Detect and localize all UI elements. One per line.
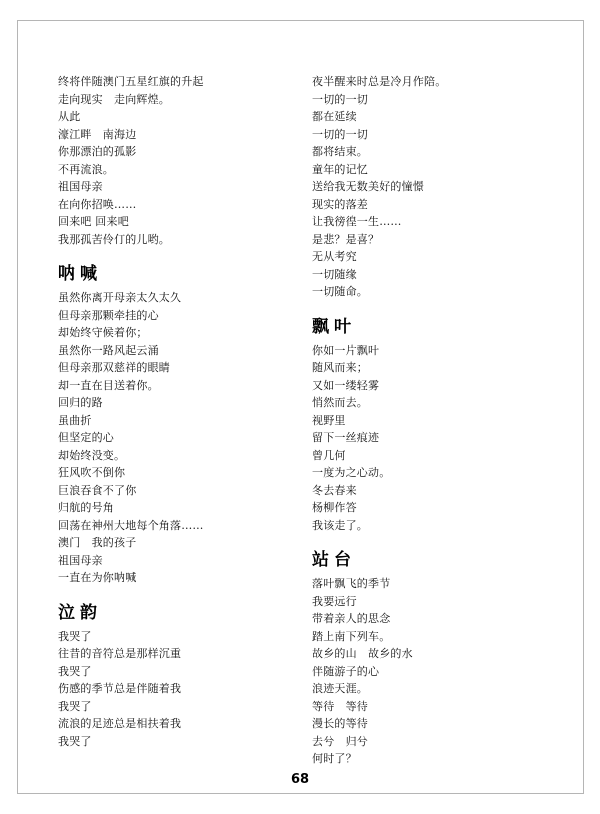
- poem-nahan: [58, 263, 308, 587]
- poem-line: 回来吧 回来吧: [58, 215, 129, 228]
- intro-stanza-left: [58, 73, 308, 248]
- poem-title: 呐喊: [58, 264, 102, 284]
- poem-line: 但母亲那颗牵挂的心: [58, 308, 159, 322]
- poem-line: 虽然你离开母亲太久太久: [58, 291, 182, 304]
- poem-line: 漫长的等待: [312, 717, 368, 730]
- poem-line: 落叶飘飞的季节: [312, 577, 391, 590]
- poem-line: 都在延续: [312, 110, 357, 123]
- poem-line: 一切随命。: [312, 285, 368, 298]
- poem-line: 故乡的山 故乡的水: [312, 647, 413, 660]
- poem-line: 流浪的足迹总是相扶着我: [58, 717, 182, 730]
- poem-line: 我哭了: [58, 664, 92, 678]
- poem-line: 伴随游子的心: [312, 664, 380, 678]
- poem-line: 一切随缘: [312, 267, 357, 281]
- poem-line: 终将伴随澳门五星红旗的升起: [58, 75, 204, 88]
- poem-line: 归航的号角: [58, 501, 114, 514]
- poem-line: 伤感的季节总是伴随着我: [58, 682, 182, 695]
- page-number: 68: [290, 772, 310, 787]
- poem-qiyun: [58, 602, 308, 751]
- poem-line: 虽然你一路风起云涌: [58, 343, 159, 357]
- poem-line: 却一直在目送着你。: [58, 378, 159, 392]
- poem-line: 又如一缕轻雾: [312, 378, 380, 392]
- poem-zhantai: [312, 549, 562, 768]
- poem-line: 我哭了: [58, 629, 92, 643]
- poem-line: 曾几何: [312, 448, 346, 462]
- poem-line: 不再流浪。: [58, 162, 114, 176]
- poem-line: 回归的路: [58, 396, 103, 409]
- poem-line: 等待 等待: [312, 699, 368, 713]
- left-column: [58, 73, 308, 750]
- poem-title: 飘叶: [312, 316, 356, 337]
- poem-line: 从此: [58, 110, 81, 123]
- poem-line: 视野里: [312, 413, 346, 427]
- poem-line: 冬去春来: [312, 483, 357, 497]
- poem-line: 我要远行: [312, 594, 357, 608]
- poem-line: 一度为之心动。: [312, 466, 391, 479]
- poem-line: 我哭了: [58, 734, 92, 748]
- poem-line: 现实的落差: [312, 197, 368, 211]
- intro-stanza-right: [312, 73, 562, 301]
- poem-line: 但坚定的心: [58, 431, 114, 444]
- poem-line: 一切的一切: [312, 92, 368, 106]
- poem-line: 是悲？是喜？: [312, 232, 380, 246]
- poem-line: 狂风吹不倒你: [58, 466, 126, 479]
- poem-line: 带着亲人的思念: [312, 612, 391, 625]
- poem-title: 站台: [312, 550, 356, 570]
- poem-line: 随风而来；: [312, 361, 368, 374]
- poem-line: 你那漂泊的孤影: [58, 145, 137, 158]
- poem-line: 往昔的音符总是那样沉重: [58, 647, 182, 660]
- poem-line: 一切的一切: [312, 127, 368, 141]
- poem-line: 无从考究: [312, 250, 357, 263]
- poem-line: 踏上南下列车。: [312, 629, 391, 643]
- poem-title: 泣韵: [58, 602, 102, 623]
- poem-line: 你如一片飘叶: [312, 343, 380, 357]
- poem-line: 巨浪吞食不了你: [58, 483, 137, 497]
- poem-line: 让我徬徨一生……: [312, 215, 402, 228]
- right-column: [312, 73, 562, 768]
- poem-line: 走向现实 走向辉煌。: [58, 92, 170, 106]
- poem-line: 悄然而去。: [312, 396, 368, 409]
- poem-line: 都将结束。: [312, 145, 368, 158]
- poem-line: 留下一丝痕迹: [312, 431, 380, 444]
- poem-line: 虽曲折: [58, 413, 92, 427]
- poem-line: 却始终没变。: [58, 448, 126, 462]
- poem-line: 去兮 归兮: [312, 734, 368, 748]
- poem-line: 夜半醒来时总是冷月作陪。: [312, 75, 447, 88]
- poem-line: 祖国母亲: [58, 180, 103, 193]
- poem-line: 一直在为你呐喊: [58, 571, 137, 584]
- poem-line: 但母亲那双慈祥的眼睛: [58, 361, 170, 374]
- poem-piaoye: [312, 316, 562, 535]
- poem-line: 回荡在神州大地每个角落……: [58, 518, 204, 532]
- poem-line: 祖国母亲: [58, 553, 103, 567]
- poem-line: 我那孤苦伶仃的儿哟。: [58, 232, 170, 246]
- poem-line: 濠江畔 南海边: [58, 127, 137, 141]
- poem-line: 我该走了。: [312, 518, 368, 532]
- poem-line: 浪迹天涯。: [312, 682, 368, 695]
- poem-line: 却始终守候着你；: [58, 326, 148, 339]
- poem-line: 我哭了: [58, 699, 92, 713]
- poem-line: 杨柳作答: [312, 501, 357, 514]
- poem-line: 澳门 我的孩子: [58, 536, 137, 549]
- poem-line: 送给我无数美好的憧憬: [312, 180, 424, 193]
- poem-line: 何时了？: [312, 752, 357, 765]
- poem-line: 在向你招唤……: [58, 197, 137, 211]
- poem-line: 童年的记忆: [312, 162, 368, 176]
